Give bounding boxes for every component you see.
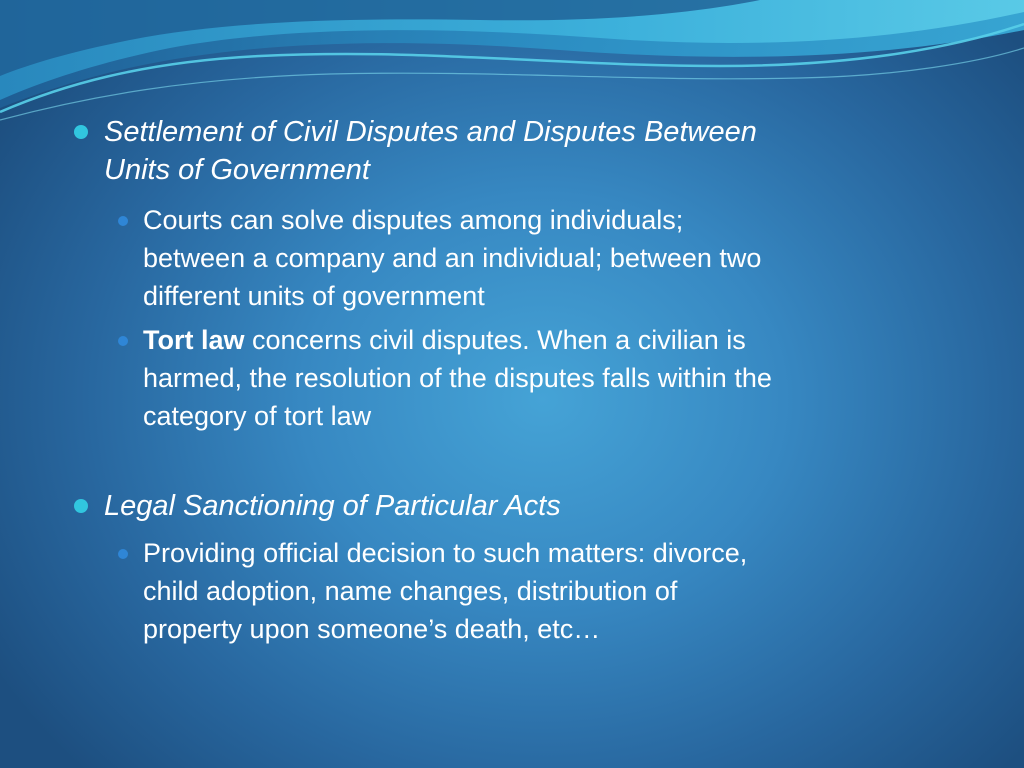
heading-line: Legal Sanctioning of Particular Acts <box>104 490 561 522</box>
point-official-decisions <box>143 534 963 648</box>
tort-law-term: Tort law <box>143 325 245 355</box>
point-courts-disputes <box>143 201 963 315</box>
point-line-text: concerns civil disputes. When a civilian is <box>244 325 746 355</box>
point-line: category of tort law <box>143 401 372 431</box>
section-heading-legal-sanctioning <box>104 487 561 525</box>
point-line: property upon someone’s death, etc… <box>143 614 601 644</box>
point-line: harmed, the resolution of the disputes falls within the <box>143 363 772 393</box>
sub-bullet-marker <box>118 549 128 559</box>
bullet-marker <box>74 499 88 513</box>
point-tort-law <box>143 321 963 435</box>
point-line: Providing official decision to such matters: divorce, <box>143 538 748 568</box>
sub-bullet-marker <box>118 216 128 226</box>
heading-line: Units of Government <box>104 154 370 186</box>
point-line <box>143 321 963 359</box>
heading-line: Settlement of Civil Disputes and Disputes Between <box>104 116 757 148</box>
point-line: child adoption, name changes, distribution of <box>143 576 678 606</box>
section-heading-civil-disputes <box>104 113 757 189</box>
point-line: between a company and an individual; between two <box>143 243 762 273</box>
point-line: Courts can solve disputes among individuals; <box>143 205 684 235</box>
bullet-marker <box>74 125 88 139</box>
point-line: different units of government <box>143 281 485 311</box>
sub-bullet-marker <box>118 336 128 346</box>
